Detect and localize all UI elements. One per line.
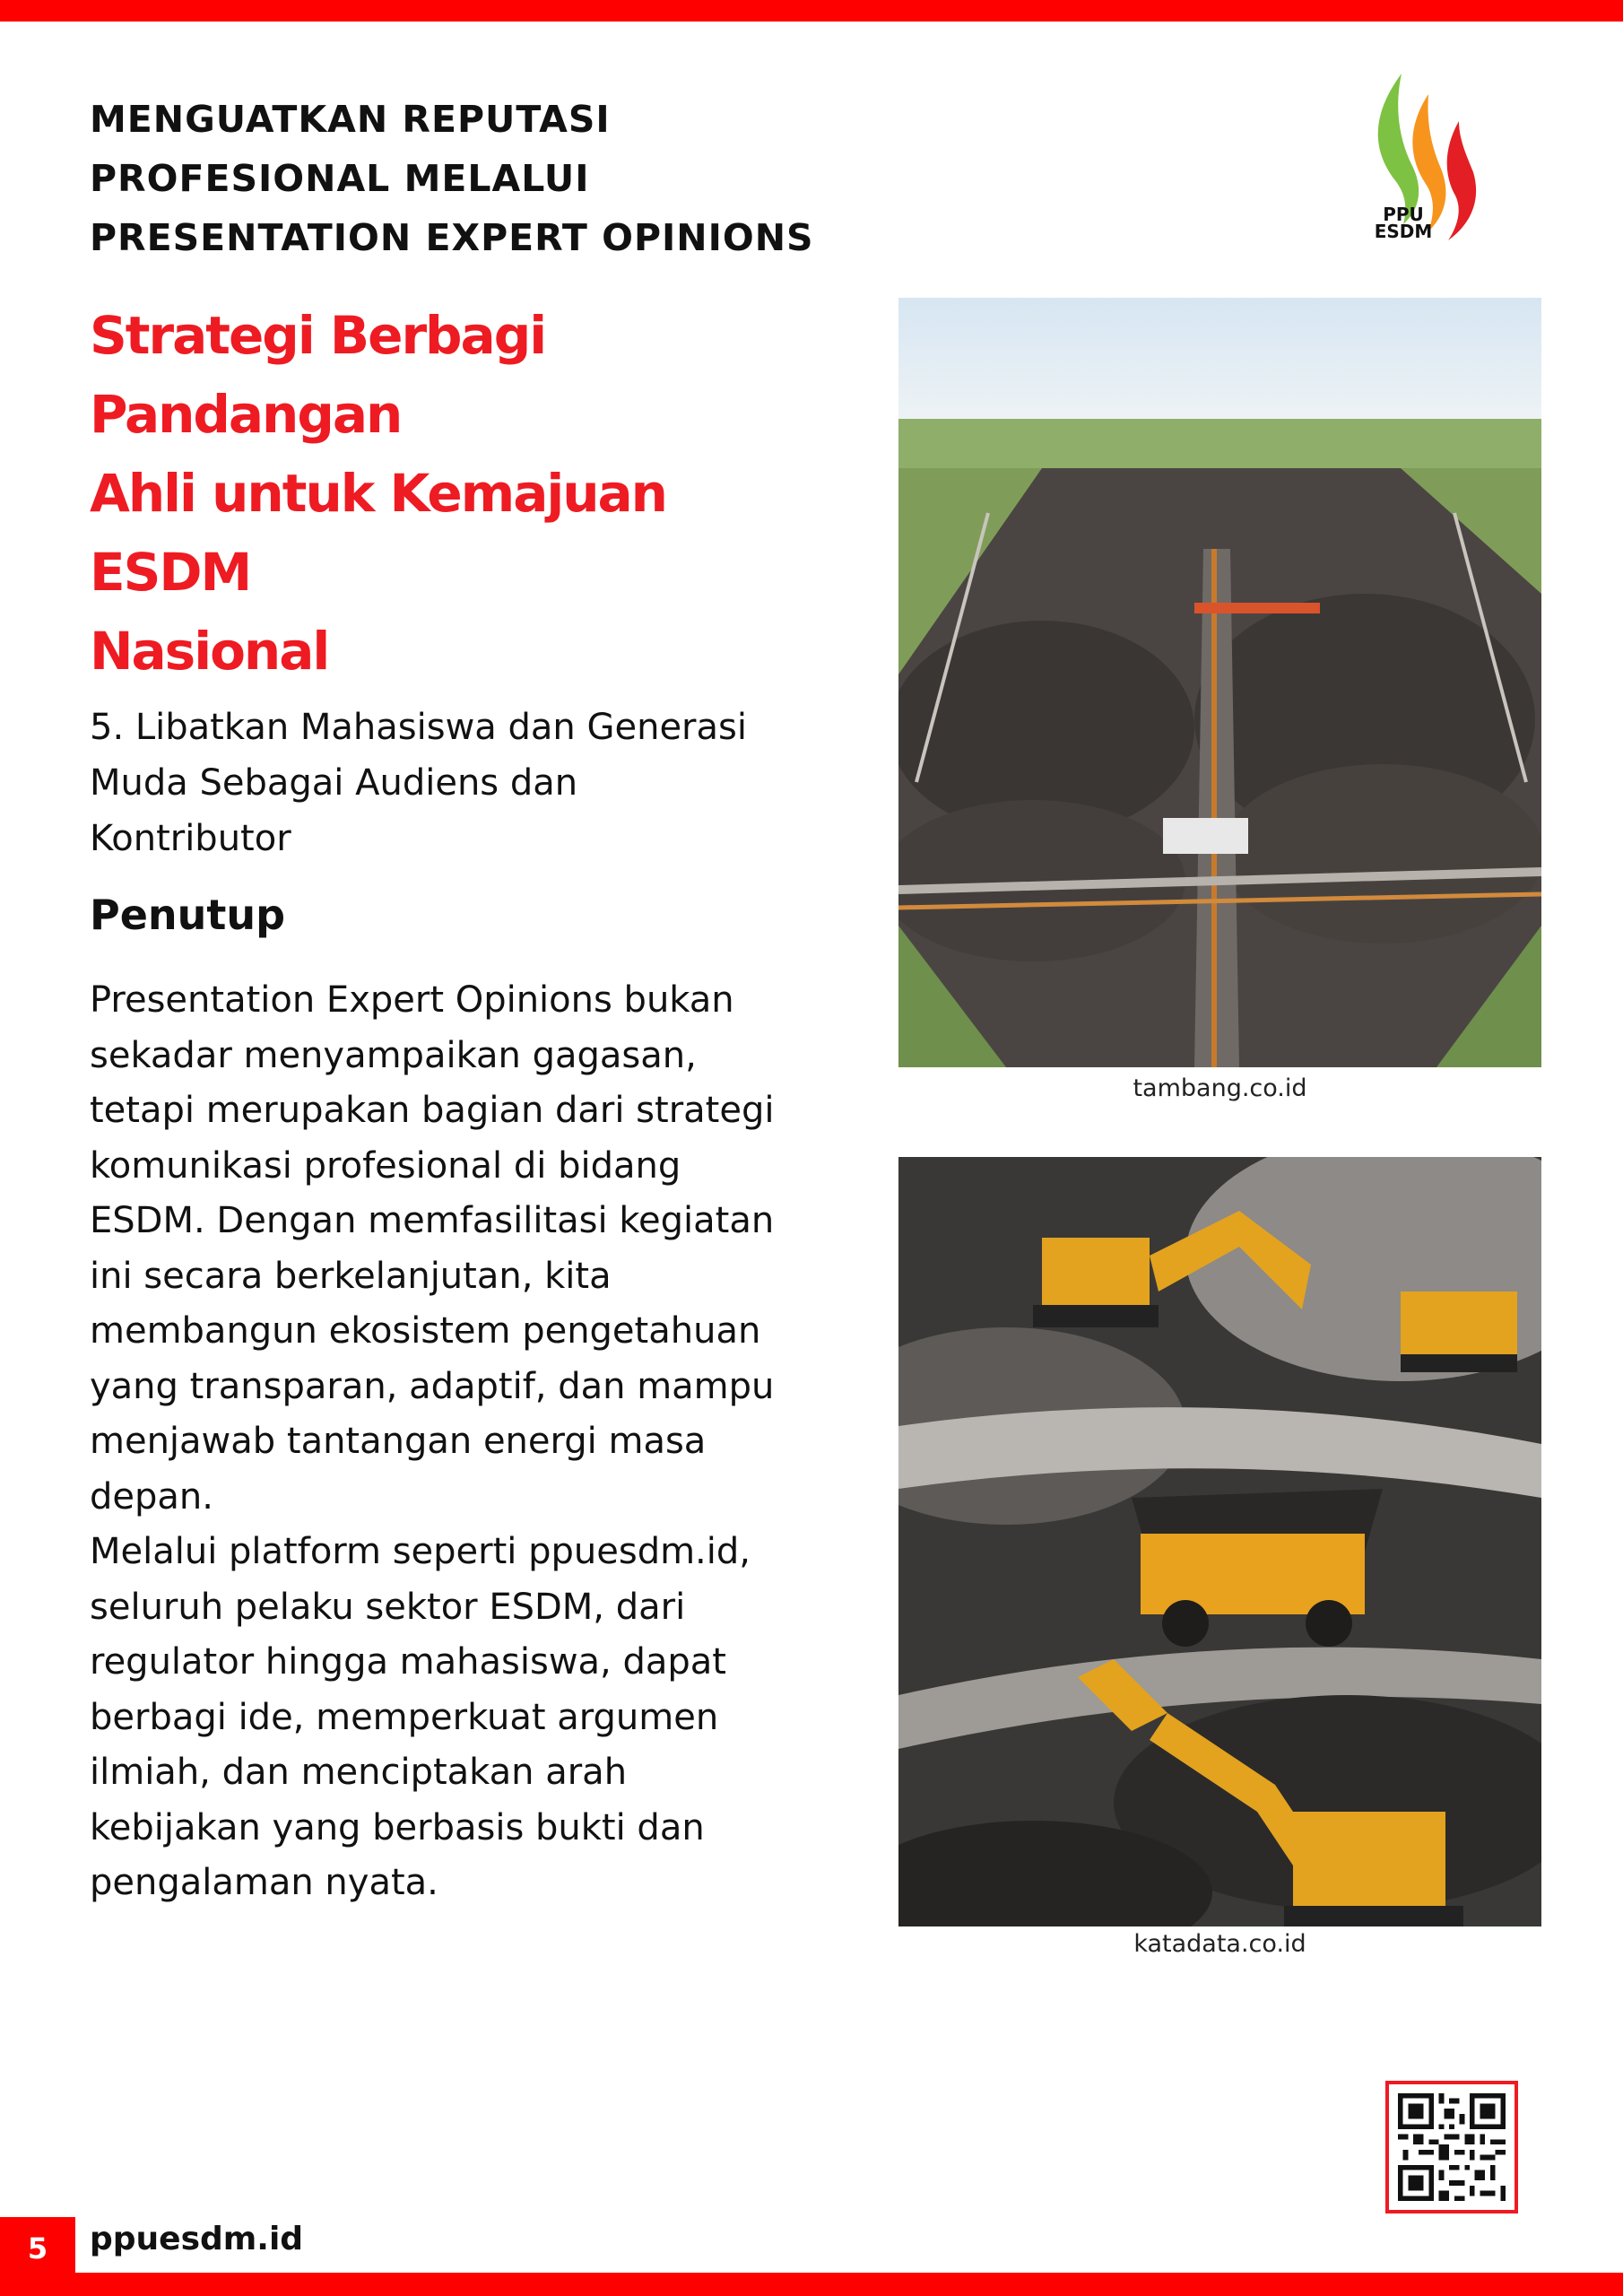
header-title-line-3: PRESENTATION EXPERT OPINIONS: [90, 216, 814, 259]
header-title-line-2: PROFESIONAL MELALUI: [90, 157, 590, 200]
coal-stockpile-photo: [898, 298, 1541, 1067]
section-subtitle: [90, 296, 807, 691]
list-point-five: 5. Libatkan Mahasiswa dan Generasi Muda Sebagai Audiens dan Kontributor: [90, 707, 747, 859]
bottom-accent-bar: [0, 2273, 1623, 2296]
qr-code-icon: [1398, 2093, 1506, 2201]
closing-paragraph-1: Presentation Expert Opinions bukan sekadar menyampaikan gagasan, tetapi merupakan bagian dari strategi komunikasi profesional di bidang ESDM. Dengan memfasilitasi kegiatan ini secara berkelanjutan, kita membangun ekosistem pengetahuan yang transparan, adaptif, dan mampu menjawab tantangan energi masa depan.: [90, 979, 775, 1518]
coal-stockpile-photo-icon: [898, 298, 1541, 1067]
subtitle-line-2: Ahli untuk Kemajuan ESDM: [90, 463, 666, 603]
logo-text-esdm: ESDM: [1374, 221, 1433, 242]
top-accent-bar: [0, 0, 1623, 22]
mining-excavator-photo: [898, 1157, 1541, 1926]
page-number: 5: [0, 2217, 75, 2280]
logo-wordmark: [1367, 206, 1439, 240]
ppu-esdm-logo: [1358, 72, 1493, 251]
mining-excavator-photo-icon: [898, 1157, 1541, 1926]
photo-caption-2: katadata.co.id: [1133, 1930, 1306, 1958]
subtitle-line-3: Nasional: [90, 621, 329, 682]
page-header-title: [90, 90, 897, 267]
logo-text-ppu: PPU: [1383, 204, 1424, 225]
photo-caption-1: tambang.co.id: [1133, 1074, 1307, 1102]
closing-heading: Penutup: [90, 891, 286, 939]
footer-website[interactable]: ppuesdm.id: [90, 2221, 304, 2257]
closing-body: [90, 973, 807, 1911]
header-title-line-1: MENGUATKAN REPUTASI: [90, 98, 611, 141]
closing-paragraph-2: Melalui platform seperti ppuesdm.id, seluruh pelaku sektor ESDM, dari regulator hingga mahasiswa, dapat berbagi ide, memperkuat argumen ilmiah, dan menciptakan arah kebijakan yang berbasis bukti dan pengalaman nyata.: [90, 1531, 751, 1903]
qr-code[interactable]: [1385, 2081, 1518, 2213]
subtitle-line-1: Strategi Berbagi Pandangan: [90, 305, 546, 445]
